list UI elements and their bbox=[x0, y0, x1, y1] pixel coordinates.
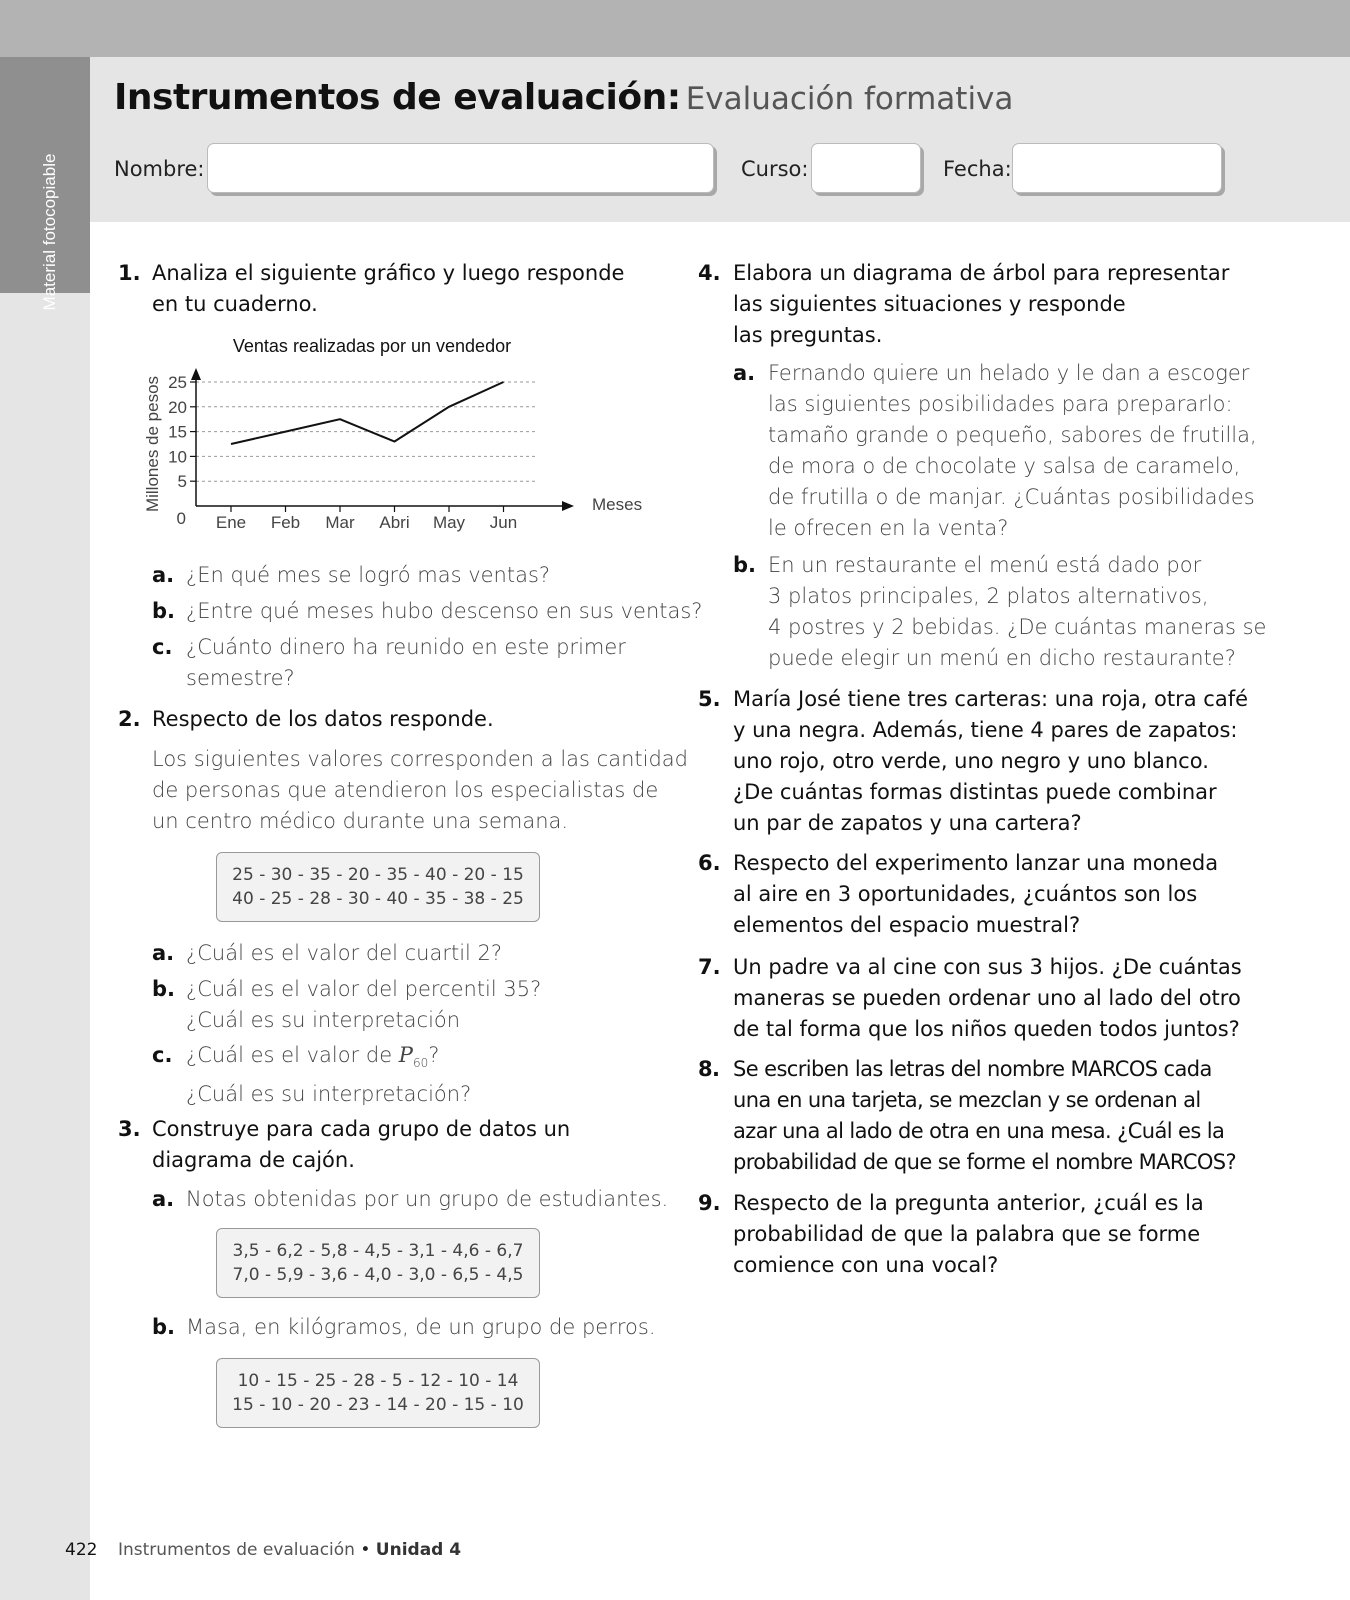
paragraph-line: un centro médico durante una semana. bbox=[152, 809, 569, 833]
question-text: maneras se pueden ordenar uno al lado del otro bbox=[733, 986, 1241, 1010]
question-text: Respecto de los datos responde. bbox=[152, 707, 494, 731]
item-text: ¿Cuál es el valor del cuartil 2? bbox=[186, 941, 503, 965]
data-box-q3b bbox=[216, 1358, 540, 1428]
sales-series-line bbox=[231, 382, 504, 444]
item-text: Notas obtenidas por un grupo de estudiantes. bbox=[186, 1187, 669, 1211]
chart-title: Ventas realizadas por un vendedor bbox=[232, 336, 512, 356]
data-line: 7,0 - 5,9 - 3,6 - 4,0 - 3,0 - 6,5 - 4,5 bbox=[232, 1265, 524, 1285]
item-text: ¿Cuál es su interpretación? bbox=[186, 1082, 472, 1107]
question-number: 3. bbox=[118, 1117, 141, 1141]
question-text: Un padre va al cine con sus 3 hijos. ¿De cuántas bbox=[733, 955, 1242, 979]
item-letter: b. bbox=[733, 553, 757, 577]
question-text: uno rojo, otro verde, uno negro y uno blanco. bbox=[733, 749, 1209, 773]
question-number: 2. bbox=[118, 707, 141, 731]
item-text: ¿Entre qué meses hubo descenso en sus ventas? bbox=[186, 599, 703, 623]
side-tab bbox=[0, 57, 90, 311]
question-text: probabilidad de que la palabra que se forme bbox=[733, 1222, 1201, 1246]
variable-p: P bbox=[398, 1043, 413, 1067]
item-letter: a. bbox=[152, 1187, 175, 1211]
sales-line-chart bbox=[132, 332, 652, 542]
item-text: las siguientes posibilidades para prepararlo: bbox=[768, 392, 1233, 416]
question-number: 4. bbox=[698, 261, 721, 285]
item-letter: c. bbox=[152, 1043, 173, 1067]
footer-section: Instrumentos de evaluación bbox=[118, 1540, 355, 1560]
footer-text bbox=[118, 1540, 461, 1560]
question-text: y una negra. Además, tiene 4 pares de zapatos: bbox=[733, 718, 1238, 742]
item-text: de frutilla o de manjar. ¿Cuántas posibilidades bbox=[768, 485, 1255, 509]
question-text: Respecto de la pregunta anterior, ¿cuál es la bbox=[733, 1191, 1204, 1215]
y-tick-label: 10 bbox=[168, 447, 187, 467]
title-sub: Evaluación formativa bbox=[685, 81, 1014, 117]
question-text: una en una tarjeta, se mezclan y se ordenan al bbox=[733, 1088, 1201, 1112]
question-text: María José tiene tres carteras: una roja, otra café bbox=[733, 687, 1249, 711]
item-text: puede elegir un menú en dicho restaurante? bbox=[768, 646, 1236, 670]
data-line: 15 - 10 - 20 - 23 - 14 - 20 - 15 - 10 bbox=[232, 1395, 524, 1415]
y-tick-label: 5 bbox=[177, 472, 187, 492]
data-line: 10 - 15 - 25 - 28 - 5 - 12 - 10 - 14 bbox=[237, 1371, 519, 1391]
title-main: Instrumentos de evaluación: bbox=[114, 77, 681, 118]
fecha-label: Fecha: bbox=[943, 157, 1012, 181]
x-tick-label: Jun bbox=[489, 513, 518, 532]
item-text: En un restaurante el menú está dado por bbox=[768, 553, 1202, 577]
item-letter: b. bbox=[152, 977, 176, 1001]
item-text: ¿Cuál es su interpretación bbox=[186, 1008, 461, 1032]
page-number: 422 bbox=[65, 1540, 98, 1560]
item-letter: b. bbox=[152, 1315, 176, 1339]
item-text: de mora o de chocolate y salsa de caramelo, bbox=[768, 454, 1241, 478]
item-text: 4 postres y 2 bebidas. ¿De cuántas maneras se bbox=[768, 615, 1267, 639]
x-tick-label: Abri bbox=[379, 513, 410, 532]
item-letter: a. bbox=[152, 563, 175, 587]
item-text: Masa, en kilógramos, de un grupo de perros. bbox=[186, 1315, 656, 1339]
data-box-q3a bbox=[216, 1228, 540, 1298]
y-axis-arrow bbox=[191, 368, 201, 380]
item-text: ¿Cuánto dinero ha reunido en este primer bbox=[186, 635, 626, 659]
curso-label: Curso: bbox=[741, 157, 809, 181]
x-tick-label: May bbox=[432, 513, 466, 532]
question-text: elementos del espacio muestral? bbox=[733, 913, 1081, 937]
item-letter: a. bbox=[152, 941, 175, 965]
item-text: ¿En qué mes se logró mas ventas? bbox=[186, 563, 551, 587]
x-tick-label: Feb bbox=[270, 513, 301, 532]
question-text: comience con una vocal? bbox=[733, 1253, 999, 1277]
question-text: de tal forma que los niños queden todos juntos? bbox=[733, 1017, 1240, 1041]
curso-field[interactable] bbox=[811, 143, 921, 193]
y-tick-label: 15 bbox=[168, 422, 187, 442]
question-text: probabilidad de que se forme el nombre MARCOS? bbox=[733, 1150, 1237, 1174]
x-tick-label: Ene bbox=[215, 513, 247, 532]
question-text: Analiza el siguiente gráfico y luego responde bbox=[152, 261, 625, 285]
y-tick-label: 20 bbox=[168, 397, 187, 417]
question-text: azar una al lado de otra en una mesa. ¿Cuál es la bbox=[733, 1119, 1225, 1143]
item-text: Fernando quiere un helado y le dan a escoger bbox=[768, 361, 1250, 385]
y-tick-label: 25 bbox=[168, 373, 187, 392]
item-text: ¿Cuál es el valor del percentil 35? bbox=[186, 977, 542, 1001]
item-text: semestre? bbox=[186, 666, 295, 690]
question-2-paragraph bbox=[152, 744, 688, 837]
data-line: 25 - 30 - 35 - 20 - 35 - 40 - 20 - 15 bbox=[232, 865, 524, 885]
item-text: 3 platos principales, 2 platos alternativos, bbox=[768, 584, 1209, 608]
fecha-field[interactable] bbox=[1012, 143, 1222, 193]
question-text: las preguntas. bbox=[733, 323, 883, 347]
question-text: Elabora un diagrama de árbol para representar bbox=[733, 261, 1230, 285]
question-text: Construye para cada grupo de datos un bbox=[152, 1117, 571, 1141]
question-text: Respecto del experimento lanzar una moneda bbox=[733, 851, 1219, 875]
question-text: al aire en 3 oportunidades, ¿cuántos son los bbox=[733, 882, 1198, 906]
page-title bbox=[114, 77, 1013, 118]
question-number: 9. bbox=[698, 1191, 721, 1215]
item-letter: a. bbox=[733, 361, 756, 385]
y-tick-label: 0 bbox=[176, 509, 186, 528]
question-text: ¿De cuántas formas distintas puede combinar bbox=[733, 780, 1217, 804]
data-line: 40 - 25 - 28 - 30 - 40 - 35 - 38 - 25 bbox=[232, 889, 524, 909]
x-axis-arrow bbox=[562, 501, 574, 511]
question-text: en tu cuaderno. bbox=[152, 292, 318, 316]
question-text: un par de zapatos y una cartera? bbox=[733, 811, 1082, 835]
chart-xlabel: Meses bbox=[592, 495, 643, 514]
question-text: las siguientes situaciones y responde bbox=[733, 292, 1126, 316]
paragraph-line: Los siguientes valores corresponden a las cantidad bbox=[152, 747, 688, 771]
question-text: Se escriben las letras del nombre MARCOS cada bbox=[733, 1057, 1212, 1081]
variable-subscript: 60 bbox=[412, 1056, 429, 1071]
item-text: tamaño grande o pequeño, sabores de frutilla, bbox=[768, 423, 1257, 447]
question-number: 6. bbox=[698, 851, 721, 875]
item-letter: c. bbox=[152, 635, 173, 659]
footer-separator: • bbox=[360, 1540, 371, 1560]
item-text: le ofrecen en la venta? bbox=[768, 516, 1009, 540]
data-box-q2 bbox=[216, 852, 540, 922]
footer-unit: Unidad 4 bbox=[375, 1540, 462, 1560]
question-number: 7. bbox=[698, 955, 721, 979]
question-number: 8. bbox=[698, 1057, 720, 1081]
question-number: 5. bbox=[698, 687, 721, 711]
item-text: ¿Cuál es el valor de $P_{60}$? bbox=[186, 1043, 440, 1071]
nombre-label: Nombre: bbox=[114, 157, 205, 181]
item-letter: b. bbox=[152, 599, 176, 623]
chart-ylabel: Millones de pesos bbox=[143, 375, 162, 513]
question-text: diagrama de cajón. bbox=[152, 1148, 355, 1172]
question-number: 1. bbox=[118, 261, 141, 285]
x-tick-label: Mar bbox=[325, 513, 355, 532]
paragraph-line: de personas que atendieron los especialistas de bbox=[152, 778, 659, 802]
data-line: 3,5 - 6,2 - 5,8 - 4,5 - 3,1 - 4,6 - 6,7 bbox=[232, 1241, 524, 1261]
side-tab-label: Material fotocopiable bbox=[40, 153, 59, 311]
nombre-field[interactable] bbox=[207, 143, 714, 193]
